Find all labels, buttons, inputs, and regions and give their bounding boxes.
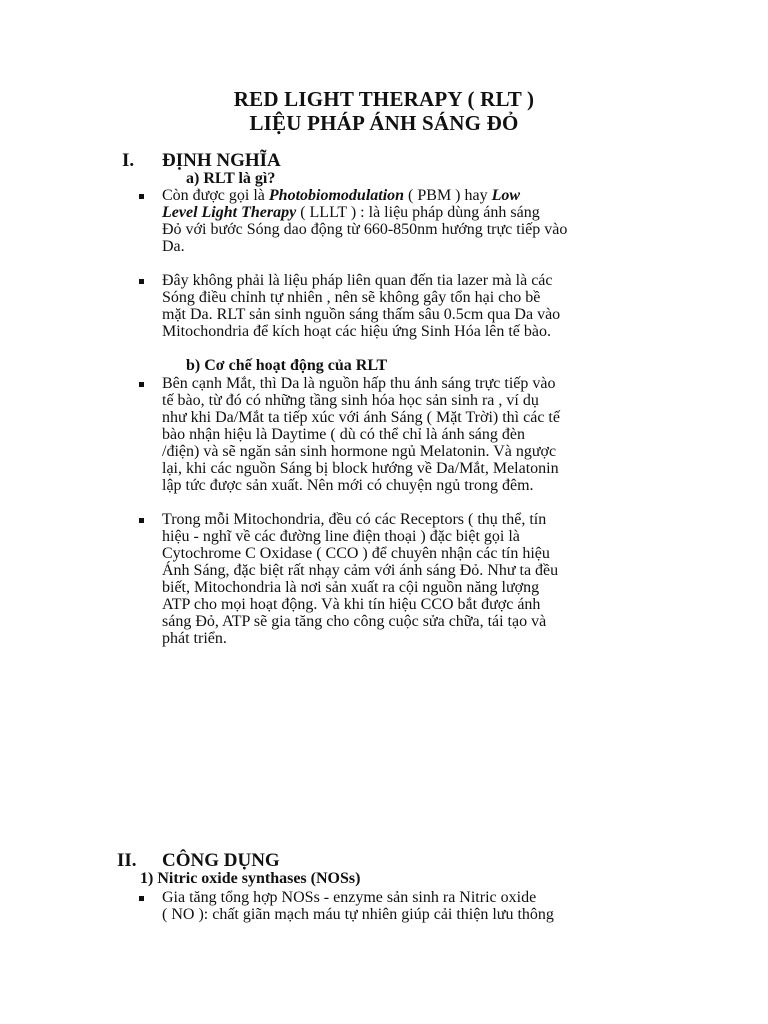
paragraph-line: Mitochondria để kích hoạt các hiệu ứng Sinh Hóa lên tế bào. — [162, 323, 552, 340]
emphasis-term: Level Light Therapy — [162, 204, 297, 221]
subheading-mechanism: b) Cơ chế hoạt động của RLT — [186, 357, 388, 374]
paragraph-line: Đây không phải là liệu pháp liên quan đến tia lazer mà là các — [162, 272, 553, 289]
paragraph-line: Da. — [162, 238, 185, 255]
paragraph-line: hiệu - nghĩ về các đường line điện thoại ) đặc biệt gọi là — [162, 528, 520, 545]
subheading-nitric-oxide: 1) Nitric oxide synthases (NOSs) — [140, 870, 361, 887]
text-run: ( PBM ) hay — [404, 187, 492, 204]
section-heading-definition — [122, 150, 281, 172]
paragraph-line: lập tức được sản xuất. Nên mới có chuyện ngủ trong đêm. — [162, 477, 534, 494]
emphasis-term: Low — [491, 187, 521, 204]
paragraph-line: biết, Mitochondria là nơi sản xuất ra cội nguồn năng lượng — [162, 579, 540, 596]
paragraph-line: Trong mỗi Mitochondria, đều có các Receptors ( thụ thể, tín — [162, 511, 547, 528]
document-title-line1: RED LIGHT THERAPY ( RLT ) — [233, 87, 535, 111]
paragraph-line: /điện) và sẽ ngăn sản sinh hormone ngủ Melatonin. Và ngược — [162, 443, 557, 460]
section-number: I. — [122, 150, 135, 171]
paragraph-line: Bên cạnh Mắt, thì Da là nguồn hấp thu ánh sáng trực tiếp vào — [162, 375, 556, 392]
paragraph-line: sáng Đỏ, ATP sẽ gia tăng cho công cuộc sửa chữa, tái tạo và — [162, 613, 547, 630]
text-run: Còn được gọi là — [162, 187, 269, 204]
section-title: ĐỊNH NGHĨA — [162, 150, 281, 171]
paragraph-line: Sóng điều chỉnh tự nhiên , nên sẽ không gây tổn hại cho bề — [162, 289, 541, 306]
paragraph-line: phát triển. — [162, 630, 227, 647]
paragraph-line: Gia tăng tổng hợp NOSs - enzyme sản sinh ra Nitric oxide — [162, 889, 537, 906]
paragraph-line: Ánh Sáng, đặc biệt rất nhạy cảm với ánh sáng Đỏ. Như ta đều — [162, 562, 559, 579]
bullet-paragraph-skin-eyes — [162, 375, 662, 494]
bullet-paragraph-not-laser — [162, 272, 662, 340]
paragraph-line: như khi Da/Mắt ta tiếp xúc với ánh Sáng ( Mặt Trời) thì các tế — [162, 409, 560, 426]
paragraph-line: bào nhận hiệu là Daytime ( dù có thể chỉ là ánh sáng đèn — [162, 426, 525, 443]
paragraph-line: ( NO ): chất giãn mạch máu tự nhiên giúp cải thiện lưu thông — [162, 906, 554, 923]
bullet-paragraph-mitochondria — [162, 511, 662, 647]
subheading-what-is-rlt: a) RLT là gì? — [186, 170, 276, 187]
bullet-paragraph-pbm — [162, 187, 662, 255]
bullet-paragraph-nos — [162, 889, 662, 923]
emphasis-term: Photobiomodulation — [268, 187, 405, 204]
paragraph-line: mặt Da. RLT sản sinh nguồn sáng thấm sâu 0.5cm qua Da vào — [162, 306, 561, 323]
paragraph-line: Đỏ với bước Sóng dao động từ 660-850nm hướng trực tiếp vào — [162, 221, 568, 238]
text-run: ( LLLT ) : là liệu pháp dùng ánh sáng — [296, 204, 540, 221]
section-title: CÔNG DỤNG — [162, 850, 280, 871]
paragraph-line: tế bào, từ đó có những tầng sinh hóa học sản sinh ra , ví dụ — [162, 392, 539, 409]
section-number: II. — [117, 850, 137, 871]
paragraph-line: ATP cho mọi hoạt động. Và khi tín hiệu CCO bắt được ánh — [162, 596, 541, 613]
document-title-line2: LIỆU PHÁP ÁNH SÁNG ĐỎ — [249, 111, 519, 135]
section-heading-uses — [117, 850, 280, 872]
paragraph-line: lại, khi các nguồn Sáng bị block hướng về Da/Mắt, Melatonin — [162, 460, 559, 477]
paragraph-line: Cytochrome C Oxidase ( CCO ) để chuyên nhận các tín hiệu — [162, 545, 550, 562]
